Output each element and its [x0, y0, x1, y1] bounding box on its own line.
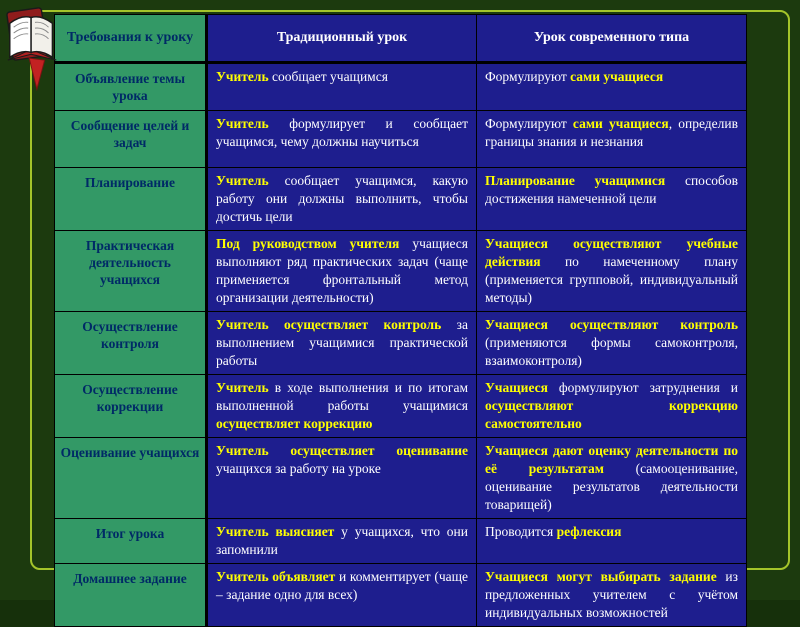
modern-lesson-cell [477, 111, 747, 168]
plain-text: за выполнением учащимися практической работы [216, 317, 468, 368]
plain-text: Формулируют [485, 116, 573, 131]
highlighted-text: Учащиеся дают оценку деятельности по её результатам [485, 443, 738, 476]
plain-text: Формулируют [485, 69, 571, 84]
traditional-lesson-cell [207, 375, 477, 438]
header-traditional-lesson: Традиционный урок [207, 15, 477, 63]
traditional-lesson-cell [207, 564, 477, 627]
plain-text: формулируют затруднения и [547, 380, 738, 395]
highlighted-text: Учитель [216, 116, 269, 131]
plain-text: учащиеся выполняют ряд практических задач (чаще применяется фронтальный метод организации деятельности) [216, 236, 469, 305]
highlighted-text: сами учащиеся [570, 69, 664, 84]
traditional-lesson-cell [207, 312, 477, 375]
table-row [55, 438, 747, 519]
highlighted-text: рефлексия [556, 524, 622, 539]
books-clipart-icon [0, 2, 68, 94]
highlighted-text: осуществляют коррекцию самостоятельно [485, 398, 738, 431]
requirement-cell: Объявление темы урока [55, 63, 207, 111]
highlighted-text: Планирование учащимися [485, 173, 666, 188]
highlighted-text: Учитель [216, 380, 269, 395]
traditional-lesson-cell [207, 519, 477, 564]
table-header-row [55, 15, 747, 63]
modern-lesson-cell [477, 231, 747, 312]
highlighted-text: Учитель [216, 69, 269, 84]
highlighted-text: Учитель объявляет [216, 569, 336, 584]
highlighted-text: Под руководством учителя [216, 236, 400, 251]
table-row [55, 231, 747, 312]
traditional-lesson-cell [207, 168, 477, 231]
requirement-cell: Планирование [55, 168, 207, 231]
plain-text: , определив границы знания и незнания [485, 116, 738, 149]
modern-lesson-cell [477, 63, 747, 111]
highlighted-text: Учащиеся осуществляют учебные действия [485, 236, 738, 269]
highlighted-text: Учащиеся осуществляют контроль [485, 317, 738, 332]
plain-text: Проводится [485, 524, 557, 539]
table-row [55, 111, 747, 168]
traditional-lesson-cell [207, 111, 477, 168]
plain-text: и комментирует (чаще – задание одно для всех) [216, 569, 468, 602]
plain-text: сообщает учащимся, какую работу они должны выполнить, чтобы достичь цели [216, 173, 468, 224]
table-row [55, 519, 747, 564]
plain-text: (самооценивание, оценивание результатов деятельности товарищей) [485, 461, 738, 512]
plain-text: по намеченному плану (применяется групповой, индивидуальный методы) [485, 254, 738, 305]
modern-lesson-cell [477, 168, 747, 231]
header-requirements: Требования к уроку [55, 15, 207, 63]
comparison-table-body [55, 63, 747, 627]
highlighted-text: сами учащиеся [572, 116, 669, 131]
plain-text: у учащихся, что они запомнили [216, 524, 468, 557]
plain-text: формулирует и сообщает учащимся, чему должны научиться [216, 116, 468, 149]
highlighted-text: Учащиеся [485, 380, 548, 395]
table-row [55, 312, 747, 375]
plain-text: сообщает учащимся [268, 69, 388, 84]
traditional-lesson-cell [207, 231, 477, 312]
lesson-comparison-table [54, 14, 747, 627]
modern-lesson-cell [477, 375, 747, 438]
header-modern-lesson: Урок современного типа [477, 15, 747, 63]
modern-lesson-cell [477, 438, 747, 519]
highlighted-text: Учитель выясняет [216, 524, 335, 539]
requirement-cell: Итог урока [55, 519, 207, 564]
table-row [55, 168, 747, 231]
plain-text: (применяются формы самоконтроля, взаимоконтроля) [485, 335, 738, 368]
plain-text: в ходе выполнения и по итогам выполненной работы учащимися [216, 380, 468, 413]
plain-text: способов достижения намеченной цели [485, 173, 738, 206]
requirement-cell: Сообщение целей и задач [55, 111, 207, 168]
modern-lesson-cell [477, 519, 747, 564]
table-row [55, 564, 747, 627]
highlighted-text: Учитель осуществляет контроль [216, 317, 442, 332]
modern-lesson-cell [477, 312, 747, 375]
traditional-lesson-cell [207, 438, 477, 519]
traditional-lesson-cell [207, 63, 477, 111]
table-row [55, 375, 747, 438]
requirement-cell: Осуществление коррекции [55, 375, 207, 438]
requirement-cell: Оценивание учащихся [55, 438, 207, 519]
modern-lesson-cell [477, 564, 747, 627]
requirement-cell: Практическая деятельность учащихся [55, 231, 207, 312]
requirement-cell: Осуществление контроля [55, 312, 207, 375]
highlighted-text: Учитель [216, 173, 269, 188]
highlighted-text: осуществляет коррекцию [216, 416, 373, 431]
table-row [55, 63, 747, 111]
highlighted-text: Учащиеся могут выбирать задание [485, 569, 717, 584]
requirement-cell: Домашнее задание [55, 564, 207, 627]
highlighted-text: Учитель осуществляет оценивание [216, 443, 468, 458]
plain-text: из предложенных учителем с учётом индивидуальных возможностей [485, 569, 738, 620]
plain-text: учащихся за работу на уроке [216, 461, 381, 476]
